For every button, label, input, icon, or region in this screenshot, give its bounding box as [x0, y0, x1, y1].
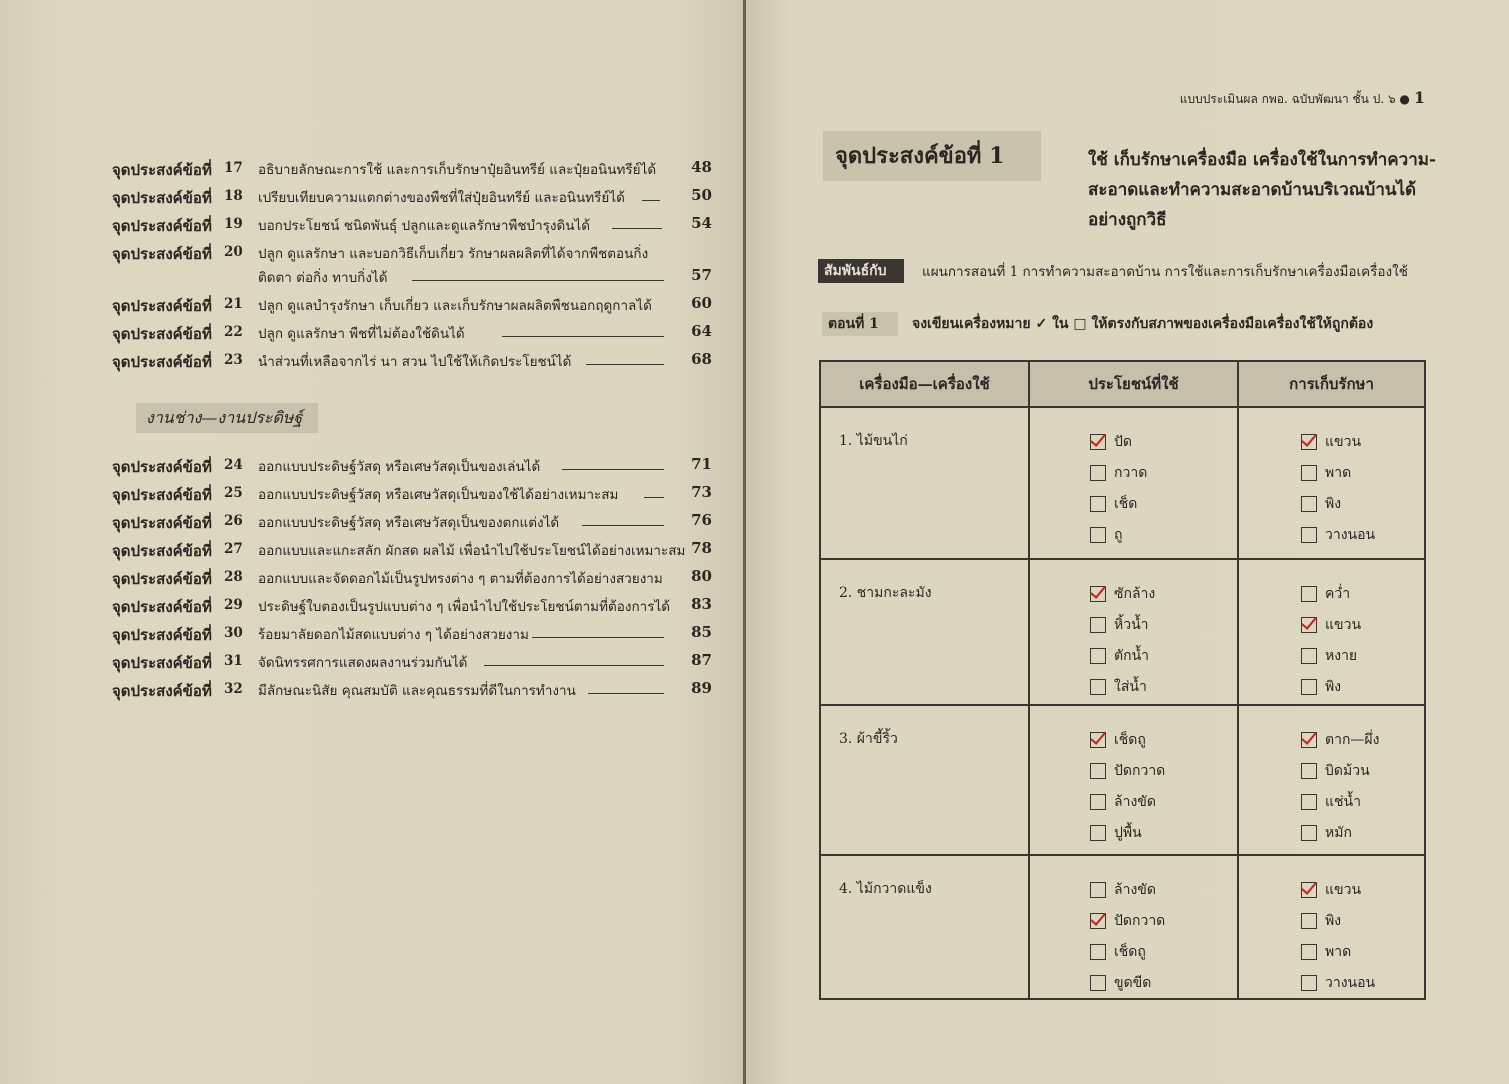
checkbox-icon[interactable] [1090, 944, 1106, 960]
toc-number: 20 [224, 244, 243, 260]
option-label: พิง [1325, 912, 1342, 929]
toc-number: 26 [224, 513, 243, 529]
option[interactable] [1090, 488, 1237, 519]
toc-page: 89 [691, 679, 712, 697]
toc-entry [112, 350, 712, 378]
toc-entry [112, 623, 712, 651]
toc-description: ปลูก ดูแลรักษา พืชที่ไม่ต้องใช้ดินได้ [258, 326, 465, 342]
option[interactable] [1090, 967, 1237, 998]
option[interactable] [1301, 755, 1424, 786]
toc-entry [112, 158, 712, 186]
checkbox-icon[interactable] [1301, 586, 1317, 602]
option-label: พาด [1325, 464, 1352, 481]
storage-cell [1238, 559, 1425, 705]
toc-label: จุดประสงค์ข้อที่ [112, 598, 212, 616]
option[interactable] [1301, 519, 1424, 550]
toc-number: 23 [224, 352, 243, 368]
table-row [820, 407, 1425, 559]
option-label: หงาย [1325, 647, 1358, 664]
option[interactable] [1301, 426, 1424, 457]
option[interactable] [1301, 609, 1424, 640]
option-label: พาด [1325, 943, 1352, 960]
toc-leader [484, 665, 664, 666]
tool-name: 4. ไม้กวาดแข็ง [839, 881, 932, 897]
toc-entry [112, 186, 712, 214]
toc-label: จุดประสงค์ข้อที่ [112, 654, 212, 672]
toc-number: 29 [224, 597, 243, 613]
option-label: ขูดขีด [1114, 974, 1152, 991]
toc-description: มีลักษณะนิสัย คุณสมบัติ และคุณธรรมที่ดีในการทำงาน [258, 683, 576, 699]
storage-cell [1238, 705, 1425, 855]
toc-description: ออกแบบประดิษฐ์วัสดุ หรือเศษวัสดุเป็นของเล่นได้ [258, 459, 541, 475]
option[interactable] [1090, 786, 1237, 817]
tool-name: 2. ชามกะละมัง [839, 585, 932, 601]
option[interactable] [1301, 457, 1424, 488]
option[interactable] [1090, 874, 1237, 905]
checkbox-icon[interactable] [1090, 617, 1106, 633]
option[interactable] [1301, 640, 1424, 671]
tool-cell [820, 855, 1029, 999]
option-label: แขวน [1325, 433, 1362, 450]
option-label: กวาด [1114, 464, 1148, 481]
toc-label: จุดประสงค์ข้อที่ [112, 486, 212, 504]
option-label: แขวน [1325, 616, 1362, 633]
toc-page: 78 [691, 539, 712, 557]
checkbox-icon[interactable] [1090, 794, 1106, 810]
tool-cell [820, 705, 1029, 855]
option-label: ล้างขัด [1114, 793, 1156, 810]
toc-leader [502, 336, 664, 337]
checkbox-icon[interactable] [1090, 679, 1106, 695]
checked-checkbox-icon[interactable] [1301, 882, 1317, 898]
toc-page: 50 [691, 186, 712, 204]
option-label: ตักน้ำ [1114, 647, 1149, 664]
toc-label: จุดประสงค์ข้อที่ [112, 297, 212, 315]
option[interactable] [1090, 640, 1237, 671]
toc-number: 24 [224, 457, 243, 473]
option-label: พิง [1325, 495, 1342, 512]
toc-page: 73 [691, 483, 712, 501]
tools-table [819, 360, 1426, 1000]
checkbox-icon[interactable] [1301, 913, 1317, 929]
objective-line: อย่างถูกวิธี [1088, 210, 1167, 230]
table-row [820, 855, 1425, 999]
option[interactable] [1301, 786, 1424, 817]
option-label: ใส่น้ำ [1114, 678, 1147, 695]
checked-checkbox-icon[interactable] [1090, 732, 1106, 748]
checkbox-icon[interactable] [1090, 763, 1106, 779]
option-label: เช็ด [1114, 495, 1138, 512]
toc-page: 57 [691, 266, 712, 284]
option-label: ล้างขัด [1114, 881, 1156, 898]
toc-page: 80 [691, 567, 712, 585]
toc-number: 18 [224, 188, 243, 204]
objective-title: จุดประสงค์ข้อที่ 1 [823, 131, 1041, 181]
option[interactable] [1301, 578, 1424, 609]
option-label: วางนอน [1325, 974, 1376, 991]
option[interactable] [1301, 967, 1424, 998]
toc-leader [586, 364, 664, 365]
checkbox-icon[interactable] [1301, 825, 1317, 841]
option-label: เช็ดถู [1114, 731, 1146, 748]
option[interactable] [1301, 936, 1424, 967]
relate-text: แผนการสอนที่ 1 การทำความสะอาดบ้าน การใช้และการเก็บรักษาเครื่องมือเครื่องใช้ [922, 264, 1408, 280]
toc-number: 30 [224, 625, 243, 641]
checked-checkbox-icon[interactable] [1090, 913, 1106, 929]
toc-label: จุดประสงค์ข้อที่ [112, 570, 212, 588]
toc-entry [112, 567, 712, 595]
option[interactable] [1301, 724, 1424, 755]
toc-entry [112, 294, 712, 322]
toc-number: 21 [224, 296, 243, 312]
section-heading: งานช่าง—งานประดิษฐ์ [136, 403, 318, 433]
checkbox-icon[interactable] [1090, 527, 1106, 543]
toc-description: ออกแบบและแกะสลัก ผักสด ผลไม้ เพื่อนำไปใช้ประโยชน์ได้อย่างเหมาะสม [258, 543, 686, 559]
checkbox-icon[interactable] [1090, 975, 1106, 991]
uses-cell [1029, 559, 1238, 705]
option-label: ปัด [1114, 433, 1132, 450]
relate-tag: สัมพันธ์กับ [818, 259, 904, 283]
uses-cell [1029, 407, 1238, 559]
toc-label: จุดประสงค์ข้อที่ [112, 189, 212, 207]
table-header-row [820, 361, 1425, 407]
toc-number: 31 [224, 653, 243, 669]
option-label: ปัดกวาด [1114, 762, 1166, 779]
objective-line: ใช้ เก็บรักษาเครื่องมือ เครื่องใช้ในการทำความ- [1088, 150, 1437, 170]
toc-entry [112, 242, 712, 286]
option-label: พิง [1325, 678, 1342, 695]
toc-number: 28 [224, 569, 243, 585]
checked-checkbox-icon[interactable] [1090, 586, 1106, 602]
toc-entry [112, 539, 712, 567]
toc-entry [112, 595, 712, 623]
toc-entry [112, 214, 712, 242]
option[interactable] [1090, 671, 1237, 702]
storage-cell [1238, 407, 1425, 559]
toc-number: 27 [224, 541, 243, 557]
option[interactable] [1090, 609, 1237, 640]
checkbox-icon[interactable] [1090, 496, 1106, 512]
option-label: ปูพื้น [1114, 824, 1142, 841]
tool-cell [820, 559, 1029, 705]
toc-description: จัดนิทรรศการแสดงผลงานร่วมกันได้ [258, 655, 468, 671]
uses-cell [1029, 855, 1238, 999]
page-number: 1 [1413, 88, 1425, 107]
option-label: หมัก [1325, 824, 1352, 841]
toc-entry [112, 483, 712, 511]
toc-number: 17 [224, 160, 243, 176]
checkbox-icon[interactable] [1301, 679, 1317, 695]
toc-page: 68 [691, 350, 712, 368]
table-row [820, 559, 1425, 705]
toc-leader [644, 497, 664, 498]
option[interactable] [1090, 936, 1237, 967]
storage-cell [1238, 855, 1425, 999]
tool-name: 3. ผ้าขี้ริ้ว [839, 731, 898, 747]
toc-label: จุดประสงค์ข้อที่ [112, 514, 212, 532]
checkbox-icon[interactable] [1301, 794, 1317, 810]
checkbox-icon[interactable] [1301, 648, 1317, 664]
option[interactable] [1090, 755, 1237, 786]
toc-description: ปลูก ดูแลรักษา และบอกวิธีเก็บเกี่ยว รักษาผลผลิตที่ได้จากพืชตอนกิ่ง [258, 246, 649, 262]
toc-description: ออกแบบประดิษฐ์วัสดุ หรือเศษวัสดุเป็นของใช้ได้อย่างเหมาะสม [258, 487, 619, 503]
toc-page: 54 [691, 214, 712, 232]
toc-leader [582, 525, 664, 526]
toc-description-cont: ติดตา ต่อกิ่ง ทาบกิ่งได้ [258, 270, 388, 286]
checked-checkbox-icon[interactable] [1301, 732, 1317, 748]
toc-page: 71 [691, 455, 712, 473]
option-label: ตาก—ผึ่ง [1325, 731, 1380, 748]
option[interactable] [1090, 578, 1237, 609]
option[interactable] [1301, 905, 1424, 936]
toc-label: จุดประสงค์ข้อที่ [112, 325, 212, 343]
option[interactable] [1090, 519, 1237, 550]
toc-leader [612, 228, 662, 229]
option-label: วางนอน [1325, 526, 1376, 543]
objective-line: สะอาดและทำความสะอาดบ้านบริเวณบ้านได้ [1088, 180, 1417, 200]
option[interactable] [1090, 457, 1237, 488]
option-label: ซักล้าง [1114, 585, 1156, 602]
toc-entry [112, 455, 712, 483]
checkbox-icon[interactable] [1301, 496, 1317, 512]
checkbox-icon[interactable] [1090, 648, 1106, 664]
toc-leader [642, 200, 660, 201]
toc-number: 19 [224, 216, 243, 232]
toc-description: ร้อยมาลัยดอกไม้สดแบบต่าง ๆ ได้อย่างสวยงาม [258, 627, 529, 643]
option[interactable] [1301, 671, 1424, 702]
running-head-text: แบบประเมินผล กพอ. ฉบับพัฒนา ชั้น ป. ๖ ● [1179, 92, 1410, 106]
option[interactable] [1090, 817, 1237, 848]
toc-page: 64 [691, 322, 712, 340]
option-label: แช่น้ำ [1325, 793, 1361, 810]
header-uses: ประโยชน์ที่ใช้ [1029, 361, 1238, 407]
toc-page: 48 [691, 158, 712, 176]
part-instruction: จงเขียนเครื่องหมาย ✓ ใน □ ให้ตรงกับสภาพของเครื่องมือเครื่องใช้ให้ถูกต้อง [912, 316, 1374, 332]
checked-checkbox-icon[interactable] [1301, 617, 1317, 633]
part-tag: ตอนที่ 1 [822, 312, 898, 336]
checkbox-icon[interactable] [1090, 825, 1106, 841]
option-label: ถู [1114, 526, 1123, 543]
header-storage: การเก็บรักษา [1238, 361, 1425, 407]
option-label: แขวน [1325, 881, 1362, 898]
toc-description: ปลูก ดูแลบำรุงรักษา เก็บเกี่ยว และเก็บรักษาผลผลิตพืชนอกฤดูกาลได้ [258, 298, 652, 314]
option[interactable] [1090, 724, 1237, 755]
toc-label: จุดประสงค์ข้อที่ [112, 217, 212, 235]
toc-number: 32 [224, 681, 243, 697]
toc-description: ออกแบบและจัดดอกไม้เป็นรูปทรงต่าง ๆ ตามที่ต้องการได้อย่างสวยงาม [258, 571, 663, 587]
toc-page: 83 [691, 595, 712, 613]
toc-description: เปรียบเทียบความแตกต่างของพืชที่ใส่ปุ๋ยอินทรีย์ และอนินทรีย์ได้ [258, 190, 625, 206]
toc-page: 85 [691, 623, 712, 641]
toc-leader [412, 280, 664, 281]
option[interactable] [1301, 488, 1424, 519]
option[interactable] [1090, 905, 1237, 936]
option[interactable] [1301, 874, 1424, 905]
toc-description: ประดิษฐ์ใบตองเป็นรูปแบบต่าง ๆ เพื่อนำไปใช้ประโยชน์ตามที่ต้องการได้ [258, 599, 671, 615]
option-label: เช็ดถู [1114, 943, 1146, 960]
toc-number: 22 [224, 324, 243, 340]
toc-leader [562, 469, 664, 470]
toc-leader [588, 693, 664, 694]
toc-page: 60 [691, 294, 712, 312]
tool-name: 1. ไม้ขนไก่ [839, 433, 908, 449]
toc-description: ออกแบบประดิษฐ์วัสดุ หรือเศษวัสดุเป็นของตกแต่งได้ [258, 515, 560, 531]
toc-label: จุดประสงค์ข้อที่ [112, 542, 212, 560]
toc-label: จุดประสงค์ข้อที่ [112, 245, 212, 263]
checked-checkbox-icon[interactable] [1090, 434, 1106, 450]
toc-entry [112, 322, 712, 350]
toc-description: นำส่วนที่เหลือจากไร่ นา สวน ไปใช้ให้เกิดประโยชน์ได้ [258, 354, 572, 370]
checkbox-icon[interactable] [1301, 465, 1317, 481]
checkbox-icon[interactable] [1301, 527, 1317, 543]
toc-label: จุดประสงค์ข้อที่ [112, 353, 212, 371]
toc-leader [532, 637, 664, 638]
checkbox-icon[interactable] [1301, 944, 1317, 960]
option-label: ปัดกวาด [1114, 912, 1166, 929]
toc-label: จุดประสงค์ข้อที่ [112, 161, 212, 179]
toc-label: จุดประสงค์ข้อที่ [112, 682, 212, 700]
toc-label: จุดประสงค์ข้อที่ [112, 458, 212, 476]
checkbox-icon[interactable] [1301, 975, 1317, 991]
toc-entry [112, 679, 712, 707]
table-row [820, 705, 1425, 855]
toc-entry [112, 511, 712, 539]
uses-cell [1029, 705, 1238, 855]
running-head [1180, 88, 1425, 109]
option[interactable] [1090, 426, 1237, 457]
header-tool: เครื่องมือ—เครื่องใช้ [820, 361, 1029, 407]
checkbox-icon[interactable] [1090, 465, 1106, 481]
objective-text [1088, 145, 1438, 235]
toc-page: 76 [691, 511, 712, 529]
option[interactable] [1301, 817, 1424, 848]
checkbox-icon[interactable] [1090, 882, 1106, 898]
tool-cell [820, 407, 1029, 559]
toc-page: 87 [691, 651, 712, 669]
toc-description: บอกประโยชน์ ชนิดพันธุ์ ปลูกและดูแลรักษาพืชบำรุงดินได้ [258, 218, 591, 234]
option-label: หิ้วน้ำ [1114, 616, 1149, 633]
option-label: คว่ำ [1325, 585, 1351, 602]
left-page [0, 0, 744, 1084]
toc-entry [112, 651, 712, 679]
toc-label: จุดประสงค์ข้อที่ [112, 626, 212, 644]
checked-checkbox-icon[interactable] [1301, 434, 1317, 450]
option-label: บิดม้วน [1325, 762, 1370, 779]
toc-description: อธิบายลักษณะการใช้ และการเก็บรักษาปุ๋ยอินทรีย์ และปุ๋ยอนินทรีย์ได้ [258, 162, 657, 178]
toc-number: 25 [224, 485, 243, 501]
checkbox-icon[interactable] [1301, 763, 1317, 779]
